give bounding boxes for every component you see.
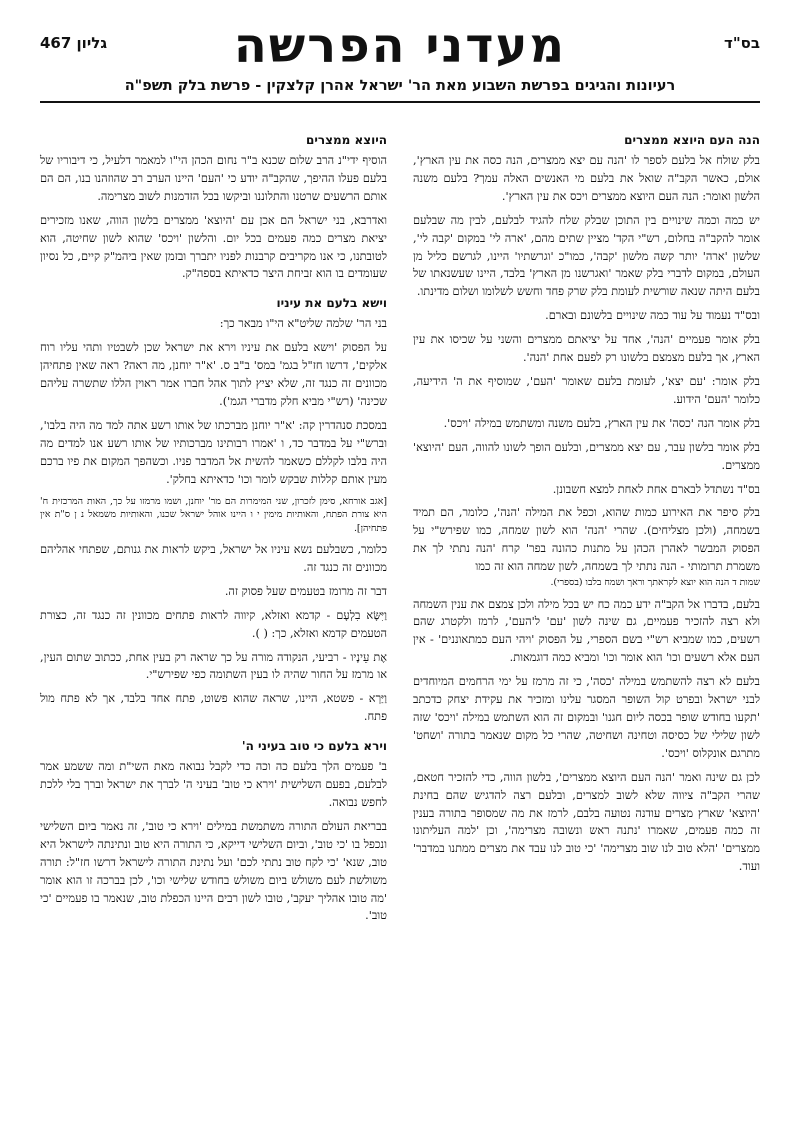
article-columns: [40, 132, 760, 931]
paragraph: בלק אומר: 'עם יצא', לעומת בלעם שאומר 'העם', שמוסיף את ה' הידיעה, כלומר 'העם' הידוע.: [413, 374, 760, 406]
paragraph-note: שמות ד הנה הוא יוצא לקראתך וראך ושמח בלבו (בספרי).: [550, 577, 760, 589]
paragraph: בלק אומר פעמיים 'הנה', אחד על יציאתם ממצרים והשני על שכיסו את עין הארץ, אך בלעם מצמצם בלשונו רק לפעם אחת 'הנה'.: [413, 333, 760, 365]
paragraph: וַיִּשָּׂא בִלְעָם - קדמא ואזלא, קיווה לראות פתחים מכוונין זה כנגד זה, כצורת הטעמים קדמא ואזלא, כך: ( ).: [40, 608, 387, 640]
paragraph: על הפסוק 'וישא בלעם את עיניו וירא את ישראל שכן לשבטיו ותהי עליו רוח אלקים', דרשו חז"ל בגמ' במס' ב"ב ס. 'א"ר יוחנן, מה ראה? ראה שאין פתחיהן מכוונים זה כנגד זה, שלא יציץ לתוך אהל חברו אמר ראוין הללו שתשרה עליהם שכינה' (רש"י מביא חלק מדברי הגמ').: [40, 341, 387, 408]
newsletter-title: מעדני הפרשה: [233, 18, 567, 74]
paragraph: ואדרבא, בני ישראל הם אכן עם 'היוצא' ממצרים בלשון הווה, שאנו מזכירים יציאת מצרים כמה פעמים בכל יום. והלשון 'ויכס' שהוא לשון שחיטה, הוא לטובתנו, כי אנו מקריבים קרבנות לפניו יתברך ובזמן שאין ביהמ"ק קיים, כל נסיון שעומדים בו הוא זביחת היצר כדאיתא בספה"ק.: [40, 213, 387, 281]
paragraph: בלק שולח אל בלעם לספר לו 'הנה עם יצא ממצרים, הנה כסה את עין הארץ', אולם, כאשר הקב"ה שואל את בלעם מי האנשים האלה עמך? בלעם משנה הלשון ואומר: הנה העם היוצא ממצרים ויכס את עין הארץ'.: [413, 154, 760, 203]
paragraph: במסכת סנהדרין קה: 'א"ר יוחנן מברכתו של אותו רשע אתה למד מה היה בלבו', וברש"י על במדבר כד, ו 'אמרו רבותינו מברכותיו של אותו רשע אנו למדים מה היה בלבו לקללם כשאמר להשית אל המדבר פניו. וכשהפך המקום את פיו ברכם מעין אותם קללות שבקש לומר וכו' כדאיתא בחלק'.: [40, 418, 387, 486]
paragraph: ובס"ד נעמוד על עוד כמה שינויים בלשונם ובארם.: [545, 309, 760, 323]
paragraph: ב' פעמים הלך בלעם כה וכה כדי לקבל נבואה מאת השי"ת ומה ששמע אמר לבלעם, בפעם השלישית 'וירא כי טוב' בעיני ה' לברך את ישראל וברך בלי ללכת לחפש נבואה.: [40, 760, 387, 809]
right-column: [413, 132, 760, 931]
section-heading: וירא בלעם כי טוב בעיני ה': [241, 739, 387, 754]
left-column: [40, 132, 387, 931]
header-divider: [40, 101, 760, 103]
paragraph: בני הר' שלמה שליט"א הי"ו מבאר כך:: [219, 317, 387, 331]
issue-number: גליון 467: [40, 34, 108, 52]
paragraph: בלעם, בדברו אל הקב"ה ידע כמה כח יש בכל מילה ולכן צמצם את ענין השמחה ולא רצה להזכיר פעמיים, גם שינה לשון 'עם' ל'העם', לרמז ולקטרג שהם רשעים, כמו שמביא רש"י בשם הספרי, על הפסוק 'ויהי העם כמתאוננים' - אין העם אלא רשעים וכו' הוא אומר וכו' ומביא כמה דוגמאות.: [413, 597, 760, 665]
paragraph: בלק סיפר את האירוע כמות שהוא, וכפל את המילה 'הנה', כלומר, הם תמיד בשמחה, (ולכן מצליחים). שהרי 'הנה' הוא לשון שמחה, כמו שפירש"י על הפסוק המבשר לאהרן הכהן על מתנות כהונה בפר' קרח 'הנה נתתי לך את משמרת תרומותי - הנה נתתי לך בשמחה, לשון שמחה הוא זה כמו: [413, 506, 760, 574]
masthead: [40, 0, 760, 110]
newsletter-subtitle: רעיונות והגיגים בפרשת השבוע מאת הר' ישראל אהרן קלצקין - פרשת בלק תשפ"ה: [124, 78, 676, 94]
paragraph-note: [אגב אורחא, סימן לזכרון, שני המימרות הם מר' יוחנן, ושמו מרמזו על כך, האות המרכזית ח' היא צורת הפתח, והאותיות מימין י ו היינו אוהל ישראל שכנו, והאותיות משמאל נ ן ס"ת אין פתחיהן].: [40, 495, 387, 534]
paragraph: בס"ד נשתדל לבארם אחת לאחת למצא חשבונן.: [552, 482, 760, 496]
paragraph: בלעם לא רצה להשתמש במילה 'כסה', כי זה מרמז על ימי הרחמים המיוחדים לבני ישראל ובפרט קול השופר המסגר עלינו ומזכיר את עקידת יצחק כדכתב 'תקעו בחודש שופר בכסה ליום חגנו' ובמקום זה הוא השתמש במילה 'ויכס' שזה לשון שלילי של כסיסה וטחינה ושחיטה, שהרי כל מקום שנאמר בתורה 'ושחט' מתרגם אונקלוס 'ויכס'.: [413, 675, 760, 760]
paragraph: דבר זה מרומז בטעמים שעל פסוק זה.: [224, 584, 387, 598]
paragraph: כלומר, כשבלעם נשא עיניו אל ישראל, ביקש לראות את גנותם, שפתחי אהליהם מכוונים זה כנגד זה.: [40, 543, 387, 574]
section-heading: היוצא ממצרים: [306, 133, 387, 147]
paragraph: בלק אומר בלשון עבר, עם יצא ממצרים, ובלעם הופך לשונו להווה, העם 'היוצא' ממצרים.: [413, 440, 760, 472]
section-heading: וישא בלעם את עיניו: [276, 296, 387, 311]
paragraph: לכן גם שינה ואמר 'הנה העם היוצא ממצרים', בלשון הווה, כדי להזכיר חטאם, שהרי הקב"ה ציווה שלא לשוב למצרים, ובלעם רצה להדגיש שהם בחינת 'היוצא' שארץ מצרים עודנה נטועה בלבם, לרמז את מה שמסופר בתורה בענין זה כמה פעמים, שאמרו 'נתנה ראש ונשובה מצרימה', וכן 'למה העליתונו ממצרים' 'הלא טוב לנו שוב מצרימה' 'כי טוב לנו עבד את מצרים ממתנו במדבר' ועוד.: [413, 770, 760, 874]
paragraph: אֶת עֵינָיו - רביעי, הנקודה מורה על כך שראה רק בעין אחת, ככתוב שתום העין, או מרמז על החור שהיה לו בעין השתומה כפי שפירש"י.: [40, 650, 387, 682]
paragraph: הוסיף ידי"נ הרב שלום שכנא ב"ר נחום הכהן הי"ו למאמר דלעיל, כי דיבוריו של בלעם פעלו ההיפך, שהקב"ה יודע כי 'העם' היינו הערב רב שהוזהנו בנו, הם הם אותם הרשעים שרטנו והתלוננו וביקשו בכל הזדמנות לשוב מצרימה.: [40, 154, 387, 203]
paragraph: יש כמה וכמה שינויים בין התוכן שבלק שלח להגיד לבלעם, לבין מה שבלעם אומר להקב"ה בחלום, רש"י הקד' מציין שתים מהם, 'ארה לי' במקום 'קבה לי', שלשון 'ארה' יותר קשה מלשון 'קבה', כמו"כ 'וגרשתיו' היינו, לגרשם כליל מן העולם, במקום לדברי בלק שאמר 'ואגרשנו מן הארץ' בלבד, היינו שעשנאתו של בלעם היתה שנאה שורשית לעומת בלק שרק פחד וחשש לשלומו ושלום מדינתו.: [413, 213, 760, 299]
section-heading: הנה העם היוצא ממצרים: [624, 133, 760, 147]
paragraph: בלק אומר הנה 'כסה' את עין הארץ, בלעם משנה ומשתמש במילה 'ויכס'.: [443, 416, 760, 430]
bsd-mark: בס"ד: [724, 34, 760, 52]
paragraph: וַיַּרְא - פשטא, היינו, שראה שהוא פשוט, פתח אחד בלבד, אך לא פתח מול פתח.: [40, 692, 387, 724]
paragraph: בבריאת העולם התורה משתמשת במילים 'וירא כי טוב', זה נאמר ביום השלישי ונכפל בו 'כי טוב', וביום השלישי דייקא, כי התורה היא טוב ונתינתה לישראל היא טוב, שנא' 'כי לקח טוב נתתי לכם' ועל נתינת התורה לישראל דרשו חז"ל: תורה משולשת לעם משולש ביום משולש בחודש שלישי וכו', לכן בברכה זו הוא אומר 'מה טובו אהליך יעקב', טובו לשון רבים היינו הכפלת טוב, שנאמר בו פעמיים 'כי טוב'.: [40, 819, 387, 923]
